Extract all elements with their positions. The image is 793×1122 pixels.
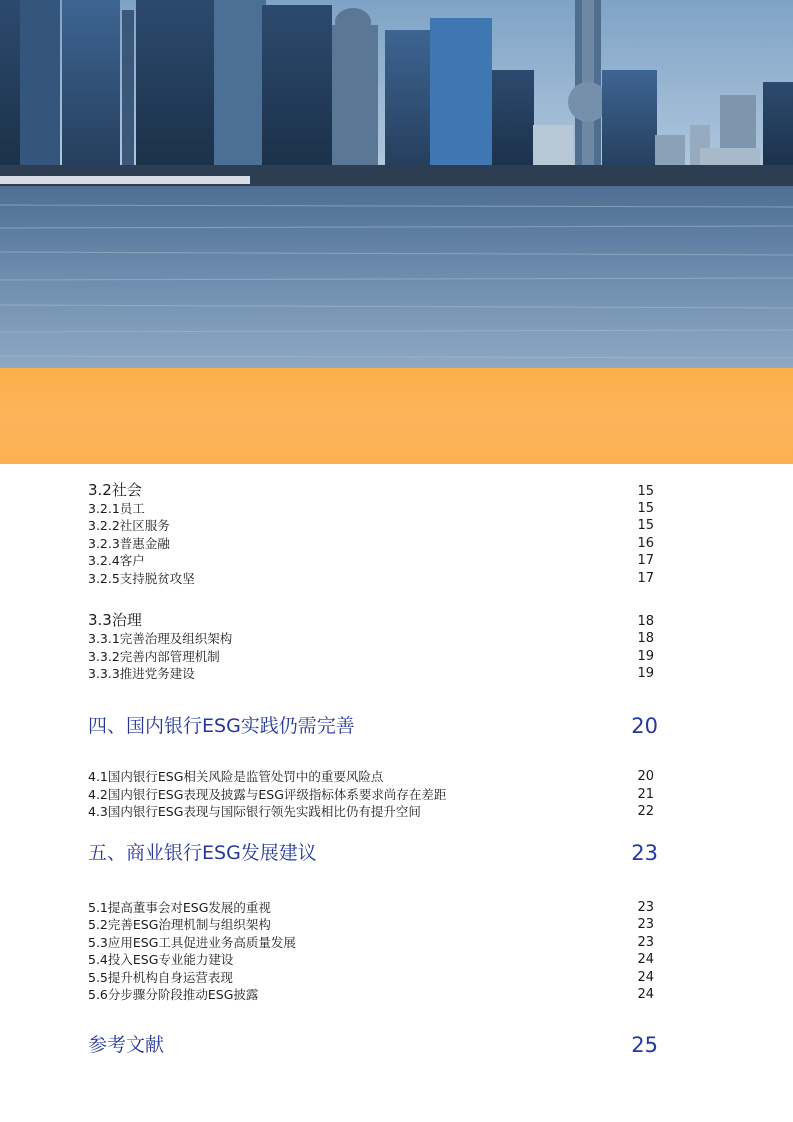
toc-item[interactable] [88,570,658,588]
toc-title: 5.4投入ESG专业能力建设 [88,952,234,967]
toc-page: 23 [631,841,658,865]
toc-page: 18 [637,631,654,646]
toc-item[interactable] [88,916,658,934]
header-skyline-photo [0,0,793,368]
toc-title: 五、商业银行ESG发展建议 [88,842,317,864]
toc-section-3-2[interactable] [88,480,658,500]
toc-page: 21 [637,787,654,802]
toc-item[interactable] [88,648,658,666]
toc-title: 4.3国内银行ESG表现与国际银行领先实践相比仍有提升空间 [88,804,421,819]
toc-title: 3.2社会 [88,481,142,499]
toc-page: 19 [637,649,654,664]
toc-page: 20 [631,714,658,738]
toc-page: 24 [637,952,654,967]
toc-item[interactable] [88,500,658,518]
toc-item[interactable] [88,803,658,821]
toc-page: 23 [637,917,654,932]
toc-page: 22 [637,804,654,819]
toc-title: 3.3治理 [88,611,142,629]
toc-page: 17 [637,571,654,586]
toc-item[interactable] [88,517,658,535]
toc-page: 24 [637,970,654,985]
toc-item[interactable] [88,786,658,804]
toc-title: 四、国内银行ESG实践仍需完善 [88,715,355,737]
toc-title: 5.6分步骤分阶段推动ESG披露 [88,987,259,1002]
toc-page: 18 [637,614,654,629]
toc-page: 25 [631,1033,658,1057]
toc-page: 15 [637,518,654,533]
orange-banner [0,368,793,464]
toc-title: 5.3应用ESG工具促进业务高质量发展 [88,935,296,950]
toc-title: 3.2.1员工 [88,501,145,516]
toc-title: 3.2.2社区服务 [88,518,170,533]
toc-page: 23 [637,935,654,950]
toc-item[interactable] [88,535,658,553]
toc-page: 24 [637,987,654,1002]
toc-title: 参考文献 [88,1034,165,1056]
toc-chapter-5[interactable] [88,839,658,867]
toc-title: 3.2.5支持脱贫攻坚 [88,571,195,586]
toc-title: 3.3.3推进党务建设 [88,666,195,681]
toc-item[interactable] [88,934,658,952]
toc-item[interactable] [88,969,658,987]
toc-title: 3.3.1完善治理及组织架构 [88,631,233,646]
toc-page: 19 [637,666,654,681]
toc-item[interactable] [88,552,658,570]
toc-page: 15 [637,501,654,516]
toc-item[interactable] [88,630,658,648]
toc-item[interactable] [88,768,658,786]
skyline-illustration [0,0,793,368]
toc-title: 5.5提升机构自身运营表现 [88,970,233,985]
toc-page: 17 [637,553,654,568]
toc-section-3-3[interactable] [88,610,658,630]
toc-item[interactable] [88,899,658,917]
toc-page: 20 [637,769,654,784]
toc-item[interactable] [88,951,658,969]
toc-title: 3.2.4客户 [88,553,145,568]
toc-title: 5.1提高董事会对ESG发展的重视 [88,900,271,915]
toc-title: 4.1国内银行ESG相关风险是监管处罚中的重要风险点 [88,769,384,784]
toc-page: 16 [637,536,654,551]
toc-title: 4.2国内银行ESG表现及披露与ESG评级指标体系要求尚存在差距 [88,787,447,802]
toc-title: 5.2完善ESG治理机制与组织架构 [88,917,271,932]
toc-title: 3.2.3普惠金融 [88,536,170,551]
toc-title: 3.3.2完善内部管理机制 [88,649,220,664]
toc-references[interactable] [88,1031,658,1059]
toc-page: 23 [637,900,654,915]
toc-item[interactable] [88,986,658,1004]
toc-chapter-4[interactable] [88,712,658,740]
toc-item[interactable] [88,665,658,683]
toc-page: 15 [637,484,654,499]
